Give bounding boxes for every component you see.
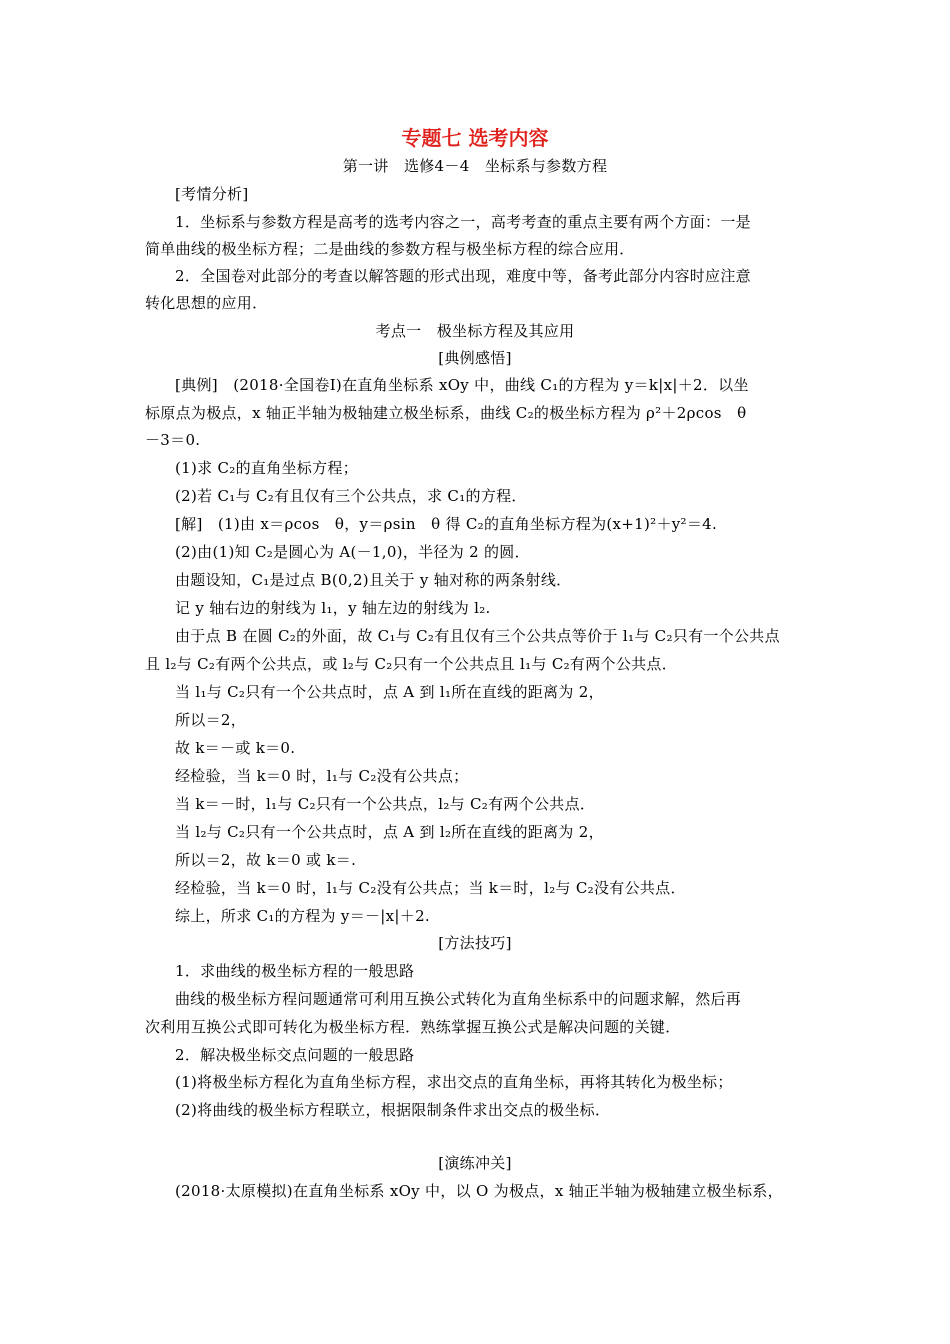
analysis-paragraph-1-line-2: 简单曲线的极坐标方程；二是曲线的参数方程与极坐标方程的综合应用．	[145, 240, 635, 258]
solution-line-14: 综上，所求 C₁的方程为 y＝－|x|＋2.	[175, 907, 430, 925]
solution-line-13: 经检验，当 k＝0 时，l₁与 C₂没有公共点；当 k＝时，l₂与 C₂没有公共点．	[175, 879, 686, 897]
solution-line-6: 当 l₁与 C₂只有一个公共点时，点 A 到 l₁所在直线的距离为 2，	[175, 683, 604, 701]
example-question-1: (1)求 C₂的直角坐标方程；	[175, 459, 359, 477]
method-item-2-line-2: (2)将曲线的极坐标方程联立，根据限制条件求出交点的极坐标．	[175, 1101, 611, 1119]
solution-line-7: 所以＝2，	[175, 711, 247, 729]
example-line-2: 标原点为极点，x 轴正半轴为极轴建立极坐标系，曲线 C₂的极坐标方程为 ρ²＋2ρcos θ	[145, 404, 747, 422]
solution-line-12: 所以＝2，故 k＝0 或 k＝.	[175, 851, 357, 869]
page-title: 专题七 选考内容	[401, 126, 549, 150]
example-question-2: (2)若 C₁与 C₂有且仅有三个公共点，求 C₁的方程．	[175, 487, 527, 505]
method-item-1-line-2: 次利用互换公式即可转化为极坐标方程．熟练掌握互换公式是解决问题的关键．	[145, 1018, 681, 1036]
example-line-1: [典例] (2018·全国卷Ⅰ)在直角坐标系 xOy 中，曲线 C₁的方程为 y＝k|x|＋2．以坐	[175, 376, 749, 394]
example-line-3: －3＝0.	[145, 431, 201, 449]
solution-line-4: 记 y 轴右边的射线为 l₁，y 轴左边的射线为 l₂.	[175, 599, 491, 617]
solution-line-8: 故 k＝－或 k＝0.	[175, 739, 296, 757]
solution-line-2: (2)由(1)知 C₂是圆心为 A(－1,0)，半径为 2 的圆．	[175, 543, 530, 561]
solution-line-5a: 由于点 B 在圆 C₂的外面，故 C₁与 C₂有且仅有三个公共点等价于 l₁与 C₂只有一个公共点	[175, 627, 780, 645]
solution-line-11: 当 l₂与 C₂只有一个公共点时，点 A 到 l₂所在直线的距离为 2，	[175, 823, 604, 841]
example-section-label: [典例感悟]	[438, 349, 512, 367]
solution-line-9: 经检验，当 k＝0 时，l₁与 C₂没有公共点；	[175, 767, 469, 785]
method-item-2-title: 2．解决极坐标交点问题的一般思路	[175, 1046, 415, 1064]
kaodian-heading: 考点一 极坐标方程及其应用	[375, 322, 575, 340]
solution-line-5b: 且 l₂与 C₂有两个公共点，或 l₂与 C₂只有一个公共点且 l₁与 C₂有两个公共点．	[145, 655, 678, 673]
method-section-label: [方法技巧]	[438, 934, 512, 952]
practice-line-1: (2018·太原模拟)在直角坐标系 xOy 中，以 O 为极点，x 轴正半轴为极轴建立极坐标系，	[175, 1182, 783, 1200]
analysis-paragraph-2-line-2: 转化思想的应用．	[145, 294, 268, 312]
analysis-paragraph-1-line-1: 1．坐标系与参数方程是高考的选考内容之一，高考考查的重点主要有两个方面：一是	[175, 213, 751, 231]
section-label-analysis: [考情分析]	[175, 185, 249, 203]
method-item-1-line-1: 曲线的极坐标方程问题通常可利用互换公式转化为直角坐标系中的问题求解，然后再	[175, 990, 742, 1008]
solution-line-1: [解] (1)由 x＝ρcos θ，y＝ρsin θ 得 C₂的直角坐标方程为(x+1)²＋y²＝4.	[175, 515, 718, 533]
method-item-2-line-1: (1)将极坐标方程化为直角坐标方程，求出交点的直角坐标，再将其转化为极坐标；	[175, 1073, 733, 1091]
practice-section-label: [演练冲关]	[438, 1154, 512, 1172]
analysis-paragraph-2-line-1: 2．全国卷对此部分的考查以解答题的形式出现，难度中等，备考此部分内容时应注意	[175, 267, 751, 285]
page-subtitle: 第一讲 选修4－4 坐标系与参数方程	[342, 157, 608, 175]
method-item-1-title: 1．求曲线的极坐标方程的一般思路	[175, 962, 415, 980]
solution-line-3: 由题设知，C₁是过点 B(0,2)且关于 y 轴对称的两条射线．	[175, 571, 572, 589]
solution-line-10: 当 k＝－时，l₁与 C₂只有一个公共点，l₂与 C₂有两个公共点．	[175, 795, 596, 813]
